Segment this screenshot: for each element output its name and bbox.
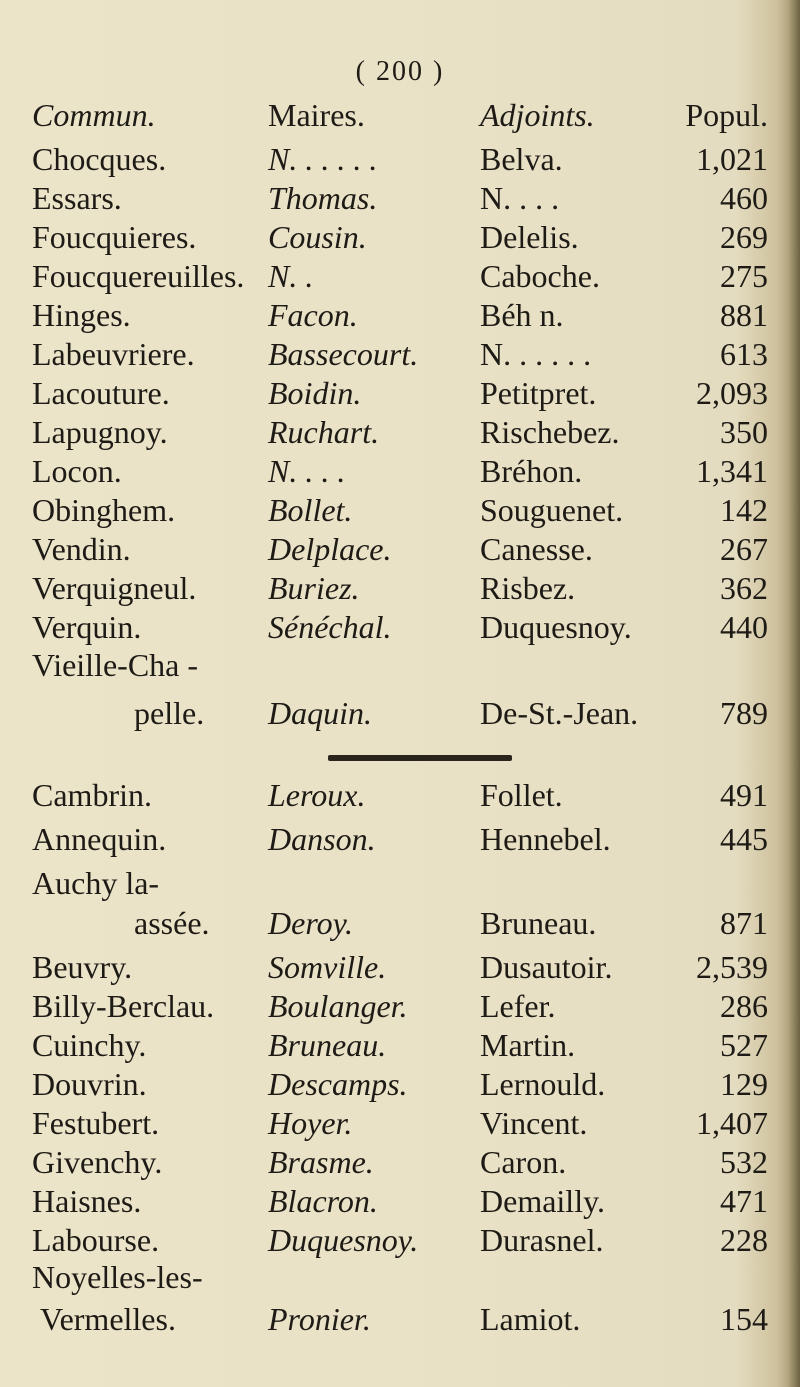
adjoint-name: Béh n. (480, 297, 564, 333)
commune-name: Verquin. (32, 609, 142, 645)
population-value: 527 (720, 1027, 768, 1063)
maire-name: N. . . . (268, 453, 346, 489)
adjoint-name: Bréhon. (480, 453, 583, 489)
commune-name: Lacouture. (32, 375, 170, 411)
population-value: 881 (720, 297, 768, 333)
commune-name: Verquigneul. (32, 570, 197, 606)
commune-name: Beuvry. (32, 949, 133, 985)
adjoint-name: Lernould. (480, 1066, 606, 1102)
maire-name: N. . (268, 258, 314, 294)
page-number: ( 200 ) (355, 56, 445, 87)
maire-name: Bassecourt. (268, 336, 419, 372)
population-value: 1,407 (696, 1105, 768, 1141)
maire-name: Hoyer. (268, 1105, 353, 1141)
maire-name: Bollet. (268, 492, 353, 528)
population-value: 129 (720, 1066, 768, 1102)
commune-name: Hinges. (32, 297, 131, 333)
maire-name: Danson. (268, 821, 376, 857)
population-value: 275 (720, 258, 768, 294)
header-population: Popul. (685, 97, 768, 133)
header-commune: Commun. (32, 97, 156, 133)
maire-name: Pronier. (268, 1301, 371, 1337)
table-row-noyelles (0, 1254, 788, 1300)
maire-name: Ruchart. (268, 414, 380, 450)
maire-name: Thomas. (268, 180, 378, 216)
population-value: 613 (720, 336, 768, 372)
commune-name: Billy-Berclau. (32, 988, 215, 1024)
table-row-vieille-cont (0, 690, 788, 736)
maire-name: Leroux. (268, 777, 366, 813)
maire-name: Facon. (268, 297, 358, 333)
maire-name: Duquesnoy. (268, 1222, 419, 1258)
commune-name-cont: assée. (134, 905, 210, 941)
maire-name: Brasme. (268, 1144, 374, 1180)
maire-name: Sénéchal. (268, 609, 392, 645)
population-value: 350 (720, 414, 768, 450)
header-maire: Maires. (268, 97, 365, 133)
maire-name: Boulanger. (268, 988, 408, 1024)
commune-name: Chocques. (32, 141, 167, 177)
adjoint-name: Martin. (480, 1027, 576, 1063)
maire-name: Delplace. (268, 531, 392, 567)
population-value: 362 (720, 570, 768, 606)
adjoint-name: Dusautoir. (480, 949, 613, 985)
commune-name: Givenchy. (32, 1144, 163, 1180)
population-value: 789 (720, 695, 768, 731)
population-value: 2,093 (696, 375, 768, 411)
section-divider (328, 755, 512, 761)
adjoint-name: Souguenet. (480, 492, 624, 528)
commune-name-cont: Vermelles. (40, 1301, 176, 1337)
population-value: 460 (720, 180, 768, 216)
adjoint-name: Rischebez. (480, 414, 620, 450)
adjoint-name: Caron. (480, 1144, 567, 1180)
adjoint-name: Lamiot. (480, 1301, 581, 1337)
population-value: 532 (720, 1144, 768, 1180)
commune-name: Cuinchy. (32, 1027, 147, 1063)
population-value: 1,341 (696, 453, 768, 489)
page-edge (788, 0, 800, 1387)
maire-name: Bruneau. (268, 1027, 387, 1063)
adjoint-name: Hennebel. (480, 821, 611, 857)
population-value: 440 (720, 609, 768, 645)
commune-name: Douvrin. (32, 1066, 147, 1102)
table-row (0, 816, 788, 862)
commune-name: Vendin. (32, 531, 131, 567)
maire-name: Somville. (268, 949, 387, 985)
adjoint-name: Petitpret. (480, 375, 597, 411)
table-row (0, 772, 788, 818)
adjoint-name: Follet. (480, 777, 563, 813)
adjoint-name: Lefer. (480, 988, 556, 1024)
adjoint-name: Demailly. (480, 1183, 605, 1219)
commune-name: Labourse. (32, 1222, 160, 1258)
maire-name: Daquin. (268, 695, 372, 731)
commune-name: Foucquereuilles. (32, 258, 245, 294)
adjoint-name: Vincent. (480, 1105, 588, 1141)
adjoint-name: Belva. (480, 141, 563, 177)
table-row-vieille (0, 642, 788, 688)
maire-name: Blacron. (268, 1183, 378, 1219)
adjoint-name: N. . . . . . (480, 336, 592, 372)
population-value: 871 (720, 905, 768, 941)
adjoint-name: Caboche. (480, 258, 600, 294)
adjoint-name: Duquesnoy. (480, 609, 632, 645)
adjoint-name: Delelis. (480, 219, 579, 255)
commune-name: Festubert. (32, 1105, 160, 1141)
maire-name: Descamps. (268, 1066, 408, 1102)
population-value: 1,021 (696, 141, 768, 177)
maire-name: Buriez. (268, 570, 360, 606)
population-value: 445 (720, 821, 768, 857)
commune-name: Haisnes. (32, 1183, 142, 1219)
commune-name: Annequin. (32, 821, 167, 857)
population-value: 267 (720, 531, 768, 567)
adjoint-name: Bruneau. (480, 905, 597, 941)
adjoint-name: Durasnel. (480, 1222, 604, 1258)
commune-name: Noyelles-les- (32, 1259, 203, 1295)
population-value: 471 (720, 1183, 768, 1219)
commune-name: Essars. (32, 180, 122, 216)
commune-name: Obinghem. (32, 492, 176, 528)
adjoint-name: Risbez. (480, 570, 576, 606)
commune-name: Foucquieres. (32, 219, 197, 255)
population-value: 269 (720, 219, 768, 255)
population-value: 491 (720, 777, 768, 813)
population-value: 142 (720, 492, 768, 528)
commune-name: Locon. (32, 453, 122, 489)
table-row-auchy-cont (0, 900, 788, 946)
commune-name: Cambrin. (32, 777, 152, 813)
population-value: 228 (720, 1222, 768, 1258)
adjoint-name: N. . . . (480, 180, 560, 216)
commune-name: Lapugnoy. (32, 414, 168, 450)
adjoint-name: De-St.-Jean. (480, 695, 639, 731)
commune-name: Vieille-Cha - (32, 647, 199, 683)
header-adjoint: Adjoints. (480, 97, 595, 133)
commune-name: Labeuvriere. (32, 336, 195, 372)
population-value: 2,539 (696, 949, 768, 985)
maire-name: Deroy. (268, 905, 354, 941)
maire-name: Boidin. (268, 375, 362, 411)
commune-name: Auchy la- (32, 865, 160, 901)
table-row-noyelles-cont (0, 1296, 788, 1342)
header-row (0, 92, 788, 138)
population-value: 286 (720, 988, 768, 1024)
adjoint-name: Canesse. (480, 531, 593, 567)
maire-name: Cousin. (268, 219, 367, 255)
maire-name: N. . . . . . (268, 141, 378, 177)
population-value: 154 (720, 1301, 768, 1337)
commune-name-cont: pelle. (134, 695, 205, 731)
